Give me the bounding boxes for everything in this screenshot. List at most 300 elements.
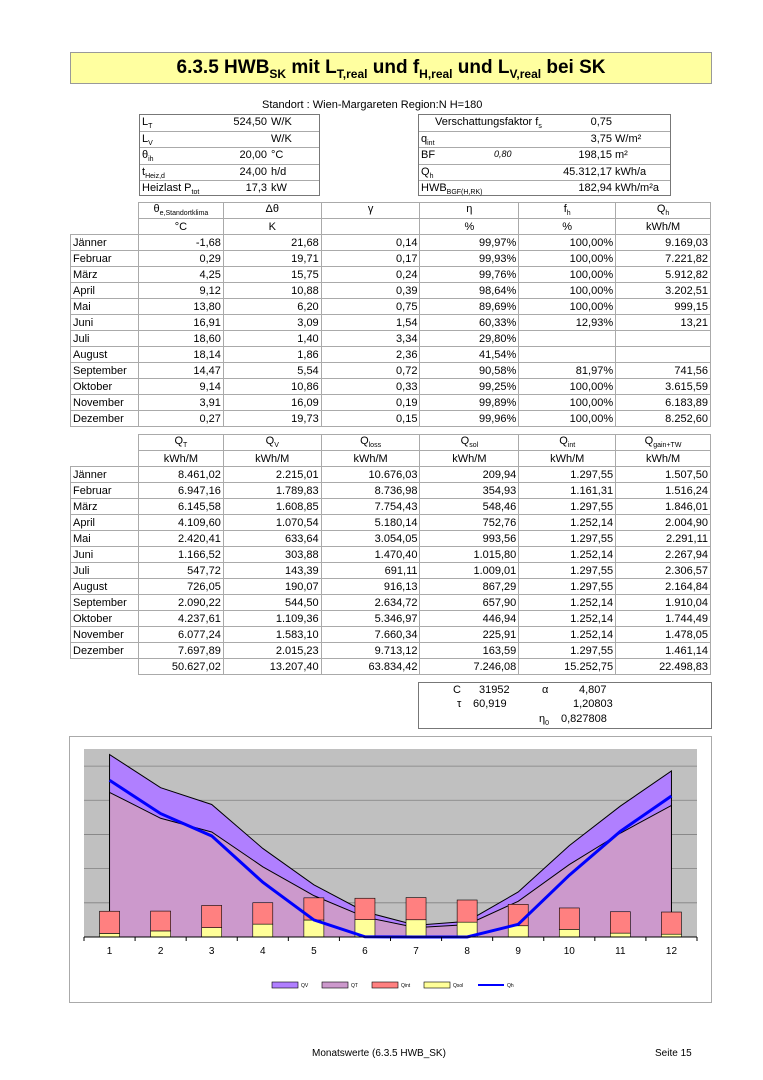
table-row [71,363,711,379]
table-cell: 89,69% [420,299,519,315]
table-cell: 0,24 [321,267,420,283]
x-tick-label: 10 [563,946,575,957]
table-cell: 1.015,80 [420,547,519,563]
column-header: $Q_T$ [138,435,223,451]
table-cell: 867,29 [420,579,519,595]
table-row [71,283,711,299]
table-cell: 1.009,01 [420,563,519,579]
table-cell: 1.252,14 [519,611,616,627]
table-row [71,395,711,411]
column-header: $Q_{int}$ [519,435,616,451]
param-value: 182,94 [578,182,612,194]
param-row [140,132,319,149]
table-cell: 1.297,55 [519,643,616,659]
month-label: November [71,627,139,643]
table-cell: 2.015,23 [223,643,321,659]
param-unit: kWh/a [615,165,647,178]
table-cell: 2,36 [321,347,420,363]
param-row [419,115,670,132]
x-tick-label: 2 [157,946,164,957]
qint-bar [457,900,477,922]
table-cell: 5.912,82 [616,267,711,283]
param-label: $HWB_{BGF(H,RK)}$ [421,182,483,197]
month-label: April [71,515,139,531]
table-cell: 209,94 [420,467,519,483]
table-cell: 2.420,41 [138,531,223,547]
table-row [71,611,711,627]
tau-value: 60,919 [473,698,507,710]
param-value: 24,00 [239,165,267,178]
unit-cell: kWh/M [138,451,223,467]
table-cell: 1.252,14 [519,515,616,531]
table-cell: 657,90 [420,595,519,611]
qint-bar [610,912,630,933]
table-cell: 99,89% [420,395,519,411]
table-cell: 12,93% [519,315,616,331]
table-cell: 0,15 [321,411,420,427]
param-factor: 0,80 [494,149,512,159]
table-cell: 303,88 [223,547,321,563]
x-tick-label: 7 [413,946,419,957]
param-row [140,115,319,132]
table-cell [616,347,711,363]
qint-bar [100,911,120,933]
table-cell: 41,54% [420,347,519,363]
table-cell: 100,00% [519,299,616,315]
table-cell: 100,00% [519,251,616,267]
c-value: 31952 [479,684,510,696]
table-cell: 6.077,24 [138,627,223,643]
month-label: August [71,347,139,363]
table-cell: 2.004,90 [616,515,711,531]
table-cell: 1.470,40 [321,547,420,563]
param-value: 45.312,17 [563,165,612,178]
month-label: Februar [71,483,139,499]
param-label: $t_{Heiz,d}$ [142,165,165,180]
param-label: $L_V$ [142,132,153,147]
unit-cell: kWh/M [321,451,420,467]
table-cell: 1.297,55 [519,563,616,579]
param-label: $L_T$ [142,116,153,131]
table-row [71,411,711,427]
table-cell: 5.180,14 [321,515,420,531]
qint-bar [406,898,426,920]
table-cell: 7.754,43 [321,499,420,515]
table-cell: 1,86 [223,347,321,363]
table-cell: 81,97% [519,363,616,379]
table-cell: 2.306,57 [616,563,711,579]
param-label: $q_{int}$ [421,132,435,147]
table-row [71,467,711,483]
table-row [71,643,711,659]
column-header: $Q_{loss}$ [321,435,420,451]
table-cell: 1.507,50 [616,467,711,483]
unit-cell: kWh/M [519,451,616,467]
table-cell: 99,76% [420,267,519,283]
table-cell: 633,64 [223,531,321,547]
x-tick-label: 4 [260,946,266,957]
month-label: Mai [71,299,139,315]
header-row [71,435,711,451]
table-cell: 1.297,55 [519,467,616,483]
table-cell: 8.252,60 [616,411,711,427]
table-cell: 99,25% [420,379,519,395]
qint-bar [559,908,579,929]
param-value: 3,75 [590,132,612,145]
alpha-label: α [542,684,549,696]
table-row [71,347,711,363]
tau-label: τ [457,698,462,710]
table-cell: 2.634,72 [321,595,420,611]
table-row [71,315,711,331]
table-row [71,251,711,267]
table-cell: 18,14 [138,347,223,363]
footer-left: Monatswerte (6.3.5 HWB_SK) [312,1048,446,1059]
table-cell: 100,00% [519,395,616,411]
table-cell: 9,12 [138,283,223,299]
column-header: $Q_h$ [616,203,711,219]
table-cell: 916,13 [321,579,420,595]
table-cell: 691,11 [321,563,420,579]
total-cell: 7.246,08 [420,659,519,675]
table-cell: 100,00% [519,283,616,299]
table-cell: 5,54 [223,363,321,379]
page-title: 6.3.5 $HWB_{SK}$ mit $L_{T,real}$ und $f_{H,real}$ und $L_{V,real}$ bei SK [70,52,712,84]
table-cell: 225,91 [420,627,519,643]
location-label: Standort : Wien-Margareten Region:N H=180 [262,99,483,111]
month-label: April [71,283,139,299]
table-cell: 1,54 [321,315,420,331]
table-cell: 99,93% [420,251,519,267]
table-cell: 100,00% [519,267,616,283]
table-cell: 90,58% [420,363,519,379]
table-cell: 6.947,16 [138,483,223,499]
table-cell: 0,72 [321,363,420,379]
table-cell: 29,80% [420,331,519,347]
legend-label: Qh [507,983,514,989]
param-row [419,132,670,149]
table-cell: 21,68 [223,235,321,251]
qint-bar [151,911,171,931]
table-cell: 1.516,24 [616,483,711,499]
ratio-value: 1,20803 [573,698,613,710]
table-cell: 7.660,34 [321,627,420,643]
table-cell: 100,00% [519,235,616,251]
table-row [71,299,711,315]
eta-value: 0,827808 [561,713,607,725]
table-cell: 4,25 [138,267,223,283]
table-row [71,331,711,347]
table-cell [519,331,616,347]
legend-swatch [424,982,450,988]
table-cell: 726,05 [138,579,223,595]
table-cell: 15,75 [223,267,321,283]
qsol-bar [406,920,426,937]
param-label: BF [421,149,436,161]
table-cell [519,347,616,363]
qsol-bar [559,929,579,937]
table-cell: 1.461,14 [616,643,711,659]
table-cell: 548,46 [420,499,519,515]
table-cell: 10,86 [223,379,321,395]
table-cell: 13,80 [138,299,223,315]
table-cell: 993,56 [420,531,519,547]
table-cell: 6,20 [223,299,321,315]
table-cell: 99,96% [420,411,519,427]
table-row [71,547,711,563]
month-label: Oktober [71,379,139,395]
param-label: $Q_h$ [421,165,434,180]
month-label: September [71,363,139,379]
table-row [71,515,711,531]
unit-cell [321,219,420,235]
x-tick-label: 5 [311,946,317,957]
table-cell: 6.183,89 [616,395,711,411]
eta-label: $\eta_0$ [539,713,550,728]
table-cell: 2.164,84 [616,579,711,595]
x-tick-label: 6 [362,946,368,957]
qint-bar [253,903,273,924]
table-cell: 19,71 [223,251,321,267]
table-cell: 3,91 [138,395,223,411]
table-cell: 143,39 [223,563,321,579]
total-cell: 50.627,02 [138,659,223,675]
table-cell: 60,33% [420,315,519,331]
qint-bar [304,898,324,920]
table-cell: 1.297,55 [519,579,616,595]
x-tick-label: 1 [106,946,113,957]
monthly-energy-chart [69,736,712,1003]
total-cell: 22.498,83 [616,659,711,675]
x-tick-label: 9 [515,946,521,957]
column-header: $Q_{gain+TW}$ [616,435,711,451]
c-label: C [453,684,461,696]
column-header: $\theta_{e,Standortklima}$ [138,203,223,219]
table-cell: 3.054,05 [321,531,420,547]
table-cell: 0,19 [321,395,420,411]
qint-bar [355,898,375,919]
unit-cell: kWh/M [420,451,519,467]
param-row [140,148,319,165]
param-row [140,181,319,197]
table-cell: 741,56 [616,363,711,379]
table-row [71,499,711,515]
table-cell: 0,29 [138,251,223,267]
table-cell: 547,72 [138,563,223,579]
table-cell: 2.090,22 [138,595,223,611]
table-cell: 16,91 [138,315,223,331]
legend-label: QV [301,983,309,989]
param-row [140,165,319,182]
table-row [71,483,711,499]
table-cell: 7.221,82 [616,251,711,267]
table-row [71,563,711,579]
monthly-climate-table [70,202,711,427]
param-label: $\theta_{ih}$ [142,149,154,164]
table-cell: 1.166,52 [138,547,223,563]
param-value: 0,75 [590,116,612,128]
month-label: September [71,595,139,611]
column-header: Δθ [223,203,321,219]
table-cell: 2.215,01 [223,467,321,483]
monthly-energy-table [70,434,711,675]
x-tick-label: 8 [464,946,470,957]
month-label: Mai [71,531,139,547]
table-cell: 3.202,51 [616,283,711,299]
time-constant-box [418,682,712,729]
param-value: 524,50 [233,116,267,128]
unit-cell: K [223,219,321,235]
table-cell: 1.161,31 [519,483,616,499]
table-cell: 1.846,01 [616,499,711,515]
table-cell: 1.252,14 [519,547,616,563]
table-cell: 4.109,60 [138,515,223,531]
month-label: Jänner [71,467,139,483]
table-cell: 3,09 [223,315,321,331]
param-row [419,181,670,197]
table-cell: 752,76 [420,515,519,531]
table-cell: 1.789,83 [223,483,321,499]
table-cell: 1.070,54 [223,515,321,531]
param-unit: kW [271,182,287,194]
month-label: Februar [71,251,139,267]
table-cell: 0,17 [321,251,420,267]
table-cell: 1.109,36 [223,611,321,627]
table-cell: 1.297,55 [519,499,616,515]
totals-row [71,659,711,675]
unit-row [71,219,711,235]
column-header: $Q_{sol}$ [420,435,519,451]
table-cell: 1,40 [223,331,321,347]
table-cell: 1.608,85 [223,499,321,515]
column-header: $f_h$ [519,203,616,219]
month-label: Juli [71,563,139,579]
unit-cell: % [519,219,616,235]
unit-cell: % [420,219,519,235]
table-cell: 8.736,98 [321,483,420,499]
param-unit: kWh/m²a [615,182,659,194]
column-header: γ [321,203,420,219]
legend-swatch [372,982,398,988]
table-cell: 0,14 [321,235,420,251]
x-tick-label: 11 [615,946,626,957]
month-label: Jänner [71,235,139,251]
footer-right: Seite 15 [655,1048,692,1059]
table-cell: 0,39 [321,283,420,299]
qint-bar [202,905,222,927]
table-cell: 0,75 [321,299,420,315]
table-cell: 1.252,14 [519,595,616,611]
legend-swatch [322,982,348,988]
param-value: 17,3 [245,182,267,194]
legend-label: Qsol [453,983,464,989]
qsol-bar [202,928,222,937]
table-cell: 3,34 [321,331,420,347]
table-cell: 2.291,11 [616,531,711,547]
table-cell: 14,47 [138,363,223,379]
month-label: Juni [71,315,139,331]
table-cell: 446,94 [420,611,519,627]
column-header: η [420,203,519,219]
unit-cell: kWh/M [223,451,321,467]
table-cell: 3.615,59 [616,379,711,395]
table-cell: 2.267,94 [616,547,711,563]
table-cell: 4.237,61 [138,611,223,627]
param-unit: W/K [271,116,292,128]
legend-label: QT [351,983,358,989]
table-cell: 98,64% [420,283,519,299]
table-cell: 0,27 [138,411,223,427]
table-cell: 9.713,12 [321,643,420,659]
table-cell: 16,09 [223,395,321,411]
table-cell: 999,15 [616,299,711,315]
param-unit: W/K [271,132,292,145]
month-label: Oktober [71,611,139,627]
table-cell: 0,33 [321,379,420,395]
qsol-bar [151,931,171,937]
table-row [71,579,711,595]
table-cell: 10.676,03 [321,467,420,483]
table-cell: 19,73 [223,411,321,427]
table-row [71,267,711,283]
month-label: März [71,267,139,283]
table-cell: 354,93 [420,483,519,499]
qint-bar [661,912,681,934]
param-row [419,165,670,182]
table-cell: 99,97% [420,235,519,251]
x-tick-label: 12 [665,946,678,957]
table-cell: 18,60 [138,331,223,347]
table-cell: 1.744,49 [616,611,711,627]
param-unit: m² [615,149,628,161]
total-cell: 13.207,40 [223,659,321,675]
qsol-bar [100,933,120,937]
chart-svg [70,737,711,1002]
header-row [71,203,711,219]
month-label: November [71,395,139,411]
month-label: Dezember [71,643,139,659]
table-cell: 10,88 [223,283,321,299]
qsol-bar [253,924,273,937]
legend-swatch [272,982,298,988]
param-row [419,148,670,165]
table-cell: 1.910,04 [616,595,711,611]
qsol-bar [610,933,630,937]
table-cell: 7.697,89 [138,643,223,659]
total-cell: 63.834,42 [321,659,420,675]
unit-row [71,451,711,467]
table-row [71,379,711,395]
table-cell: 1.583,10 [223,627,321,643]
table-cell: 9.169,03 [616,235,711,251]
table-cell: 163,59 [420,643,519,659]
table-cell: 100,00% [519,411,616,427]
column-header: $Q_V$ [223,435,321,451]
alpha-value: 4,807 [579,684,607,696]
table-cell: 6.145,58 [138,499,223,515]
table-cell: 190,07 [223,579,321,595]
unit-cell: kWh/M [616,219,711,235]
table-cell: 9,14 [138,379,223,395]
month-label: Juli [71,331,139,347]
table-cell: 100,00% [519,379,616,395]
month-label: August [71,579,139,595]
param-value: 20,00 [239,149,267,161]
table-row [71,235,711,251]
energy-parameters-box [418,114,671,196]
table-row [71,627,711,643]
month-label: Juni [71,547,139,563]
